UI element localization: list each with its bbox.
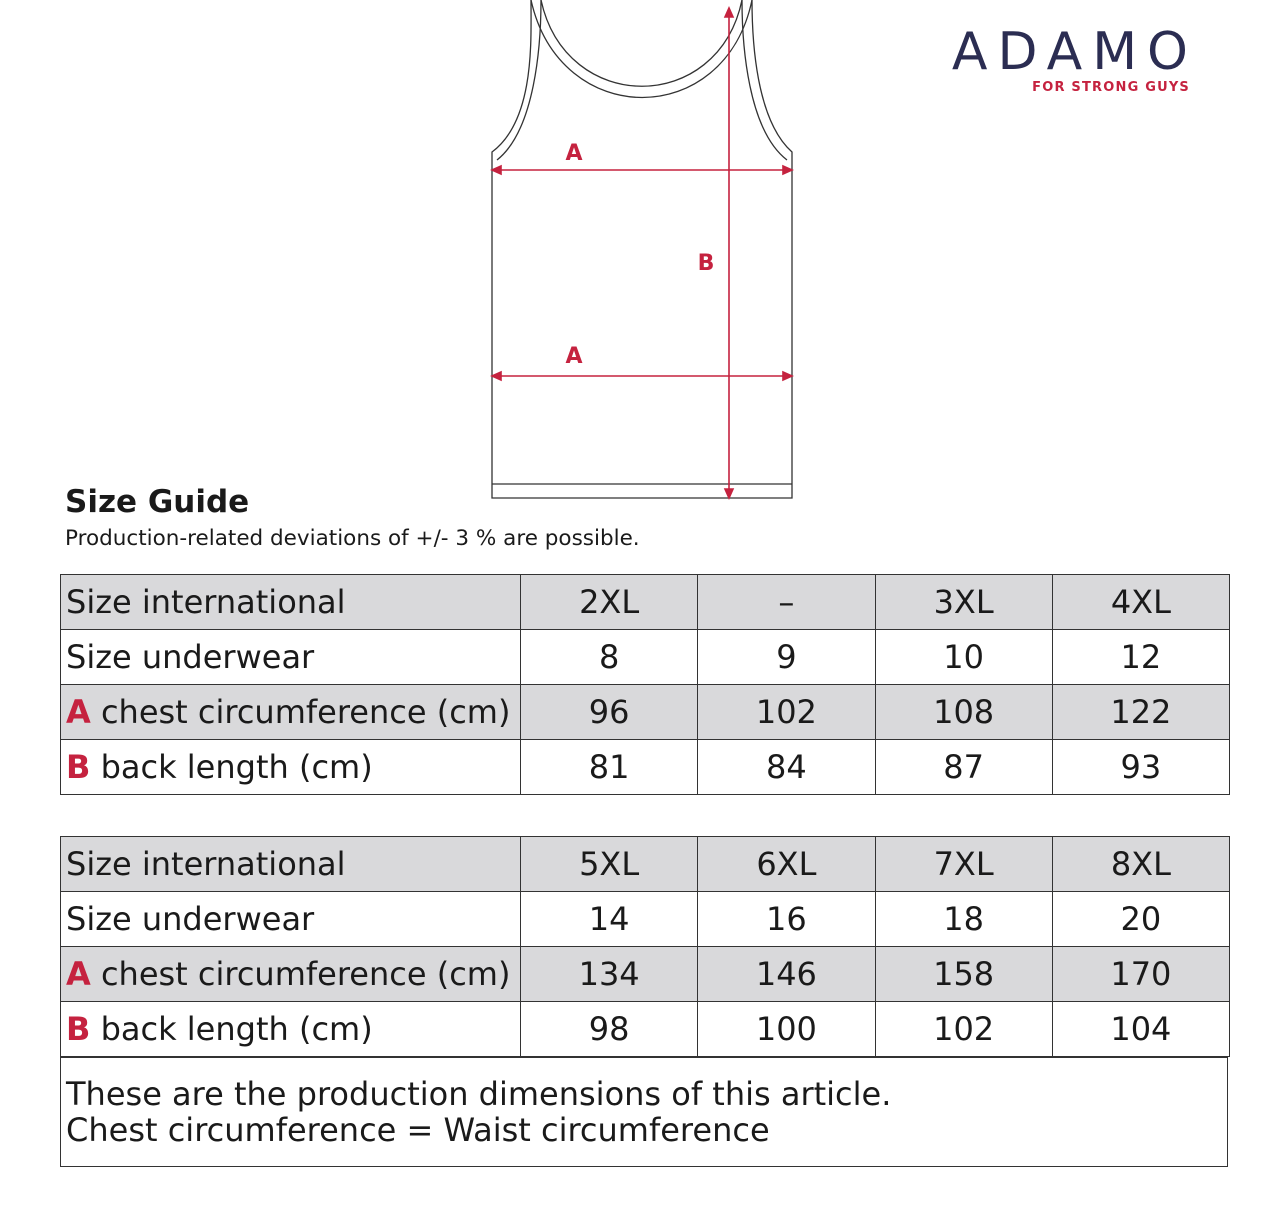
- table-cell: 122: [1052, 685, 1229, 740]
- table-cell: 100: [698, 1002, 875, 1057]
- table-row: [61, 685, 1230, 740]
- table-cell: 81: [521, 740, 698, 795]
- row-label: Size underwear: [61, 892, 521, 947]
- table-row: [61, 1002, 1230, 1057]
- measure-label: back length (cm): [100, 1010, 373, 1048]
- diagram-label-a-lower: A: [565, 344, 583, 369]
- table-cell: 96: [521, 685, 698, 740]
- table-cell: 108: [875, 685, 1052, 740]
- row-label: [61, 947, 521, 1002]
- table-cell: 6XL: [698, 837, 875, 892]
- measure-label: chest circumference (cm): [100, 693, 511, 731]
- table-cell: 158: [875, 947, 1052, 1002]
- table-cell: 16: [698, 892, 875, 947]
- table-cell: 8XL: [1052, 837, 1229, 892]
- note-line-2: Chest circumference = Waist circumference: [66, 1111, 770, 1149]
- table-cell: 9: [698, 630, 875, 685]
- row-label: Size underwear: [61, 630, 521, 685]
- measure-key: B: [66, 1010, 91, 1048]
- table-cell: 8: [521, 630, 698, 685]
- brand-logo: [905, 22, 1198, 96]
- table-cell: 104: [1052, 1002, 1229, 1057]
- table-row: [61, 892, 1230, 947]
- table-cell: 18: [875, 892, 1052, 947]
- size-table-1: [60, 574, 1230, 795]
- table-row: [61, 575, 1230, 630]
- table-cell: 4XL: [1052, 575, 1229, 630]
- measure-key: A: [66, 955, 91, 993]
- page-title: Size Guide: [65, 484, 250, 520]
- table-cell: 5XL: [521, 837, 698, 892]
- brand-tagline: FOR STRONG GUYS: [1032, 80, 1190, 95]
- table-row: [61, 630, 1230, 685]
- table-cell: 84: [698, 740, 875, 795]
- table-row: [61, 740, 1230, 795]
- table-cell: 98: [521, 1002, 698, 1057]
- measure-key: B: [66, 748, 91, 786]
- brand-name: ADAMO: [951, 22, 1198, 82]
- size-table-2: [60, 836, 1230, 1057]
- row-label: [61, 1002, 521, 1057]
- measure-label: back length (cm): [100, 748, 373, 786]
- table-cell: 3XL: [875, 575, 1052, 630]
- measure-key: A: [66, 693, 91, 731]
- table-cell: 12: [1052, 630, 1229, 685]
- table-cell: 20: [1052, 892, 1229, 947]
- table-cell: 93: [1052, 740, 1229, 795]
- table-row: [61, 947, 1230, 1002]
- table-row: [61, 837, 1230, 892]
- row-label: [61, 685, 521, 740]
- table-cell: 2XL: [521, 575, 698, 630]
- table-cell: 170: [1052, 947, 1229, 1002]
- table-cell: 102: [875, 1002, 1052, 1057]
- note-line-1: These are the production dimensions of this article.: [66, 1075, 892, 1113]
- diagram-label-b: B: [697, 251, 715, 276]
- table-cell: 14: [521, 892, 698, 947]
- table-cell: 134: [521, 947, 698, 1002]
- row-label: Size international: [61, 575, 521, 630]
- production-note: [60, 1057, 1228, 1167]
- table-cell: 87: [875, 740, 1052, 795]
- table-cell: –: [698, 575, 875, 630]
- table-cell: 10: [875, 630, 1052, 685]
- page-subtitle: Production-related deviations of +/- 3 % are possible.: [65, 526, 640, 551]
- diagram-label-a-upper: A: [565, 141, 583, 166]
- table-cell: 7XL: [875, 837, 1052, 892]
- row-label: Size international: [61, 837, 521, 892]
- table-cell: 102: [698, 685, 875, 740]
- table-cell: 146: [698, 947, 875, 1002]
- measure-label: chest circumference (cm): [100, 955, 511, 993]
- row-label: [61, 740, 521, 795]
